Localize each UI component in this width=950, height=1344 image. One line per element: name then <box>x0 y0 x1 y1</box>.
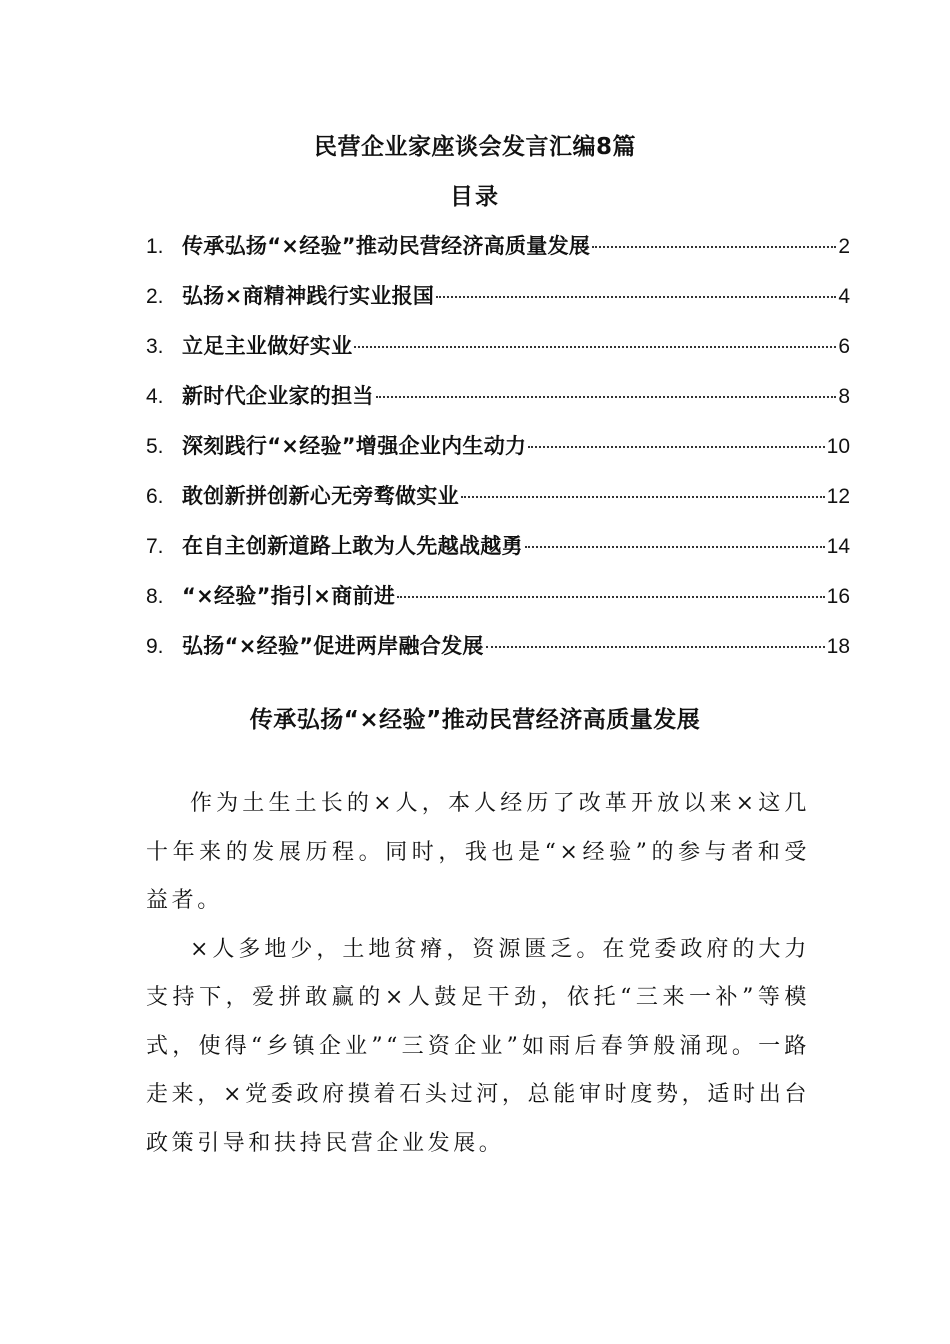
toc-entry-page: 18 <box>826 635 850 658</box>
toc-entry[interactable] <box>146 480 850 530</box>
toc-leader-dots <box>354 346 836 348</box>
toc-entry-number: 9. <box>146 635 164 658</box>
toc-entry-number: 6. <box>146 485 164 508</box>
toc-entry-page: 4 <box>838 285 850 308</box>
toc-entry-number: 3. <box>146 335 164 358</box>
toc-entry[interactable] <box>146 530 850 580</box>
toc-entry[interactable] <box>146 430 850 480</box>
toc-entry-title: “×经验”指引×商前进 <box>182 584 396 608</box>
toc-entry-number: 2. <box>146 285 164 308</box>
toc-entry[interactable] <box>146 580 850 630</box>
toc-entry-number: 7. <box>146 535 164 558</box>
toc-leader-dots <box>528 446 824 448</box>
toc-leader-dots <box>486 646 825 648</box>
toc-entry-page: 6 <box>838 335 850 358</box>
body-paragraph: 作为土生土长的×人，本人经历了改革开放以来×这几十年来的发展历程。同时，我也是“×经验”的参与者和受益者。 <box>146 791 810 913</box>
toc-leader-dots <box>592 246 836 248</box>
toc-entry-title: 敢创新拼创新心无旁骛做实业 <box>182 484 459 508</box>
toc-leader-dots <box>436 296 836 298</box>
table-of-contents <box>146 230 850 680</box>
toc-leader-dots <box>461 496 825 498</box>
toc-entry-page: 8 <box>838 385 850 408</box>
toc-entry-title: 传承弘扬“×经验”推动民营经济高质量发展 <box>182 234 591 258</box>
toc-entry-page: 16 <box>826 585 850 608</box>
toc-heading: 目录 <box>450 184 500 210</box>
toc-entry-title: 弘扬×商精神践行实业报国 <box>182 284 435 308</box>
toc-entry-title: 立足主业做好实业 <box>182 334 353 358</box>
section-title: 传承弘扬“×经验”推动民营经济高质量发展 <box>249 707 701 733</box>
toc-entry-title: 深刻践行“×经验”增强企业内生动力 <box>182 434 527 458</box>
toc-entry-page: 14 <box>826 535 850 558</box>
toc-entry-page: 12 <box>826 485 850 508</box>
toc-entry[interactable] <box>146 230 850 280</box>
toc-entry[interactable] <box>146 280 850 330</box>
toc-entry-page: 10 <box>826 435 850 458</box>
toc-leader-dots <box>525 546 825 548</box>
toc-entry-page: 2 <box>838 235 850 258</box>
toc-entry-title: 弘扬“×经验”促进两岸融合发展 <box>182 634 484 658</box>
toc-entry-number: 4. <box>146 385 164 408</box>
body-paragraph: ×人多地少，土地贫瘠，资源匮乏。在党委政府的大力支持下，爱拼敢赢的×人鼓足干劲，依托“三来一补”等模式，使得“乡镇企业”“三资企业”如雨后春笋般涌现。一路走来，×党委政府摸着石头过河，总能审时度势，适时出台政策引导和扶持民营企业发展。 <box>146 936 810 1156</box>
toc-entry[interactable] <box>146 330 850 380</box>
toc-entry-title: 在自主创新道路上敢为人先越战越勇 <box>182 534 523 558</box>
toc-leader-dots <box>397 596 825 598</box>
toc-entry-number: 8. <box>146 585 164 608</box>
document-title: 民营企业家座谈会发言汇编8篇 <box>313 134 636 160</box>
toc-entry[interactable] <box>146 380 850 430</box>
toc-entry-number: 1. <box>146 235 164 258</box>
toc-entry-title: 新时代企业家的担当 <box>182 384 374 408</box>
section-body <box>146 780 810 1168</box>
toc-leader-dots <box>376 396 837 398</box>
toc-entry-number: 5. <box>146 435 164 458</box>
toc-entry[interactable] <box>146 630 850 680</box>
